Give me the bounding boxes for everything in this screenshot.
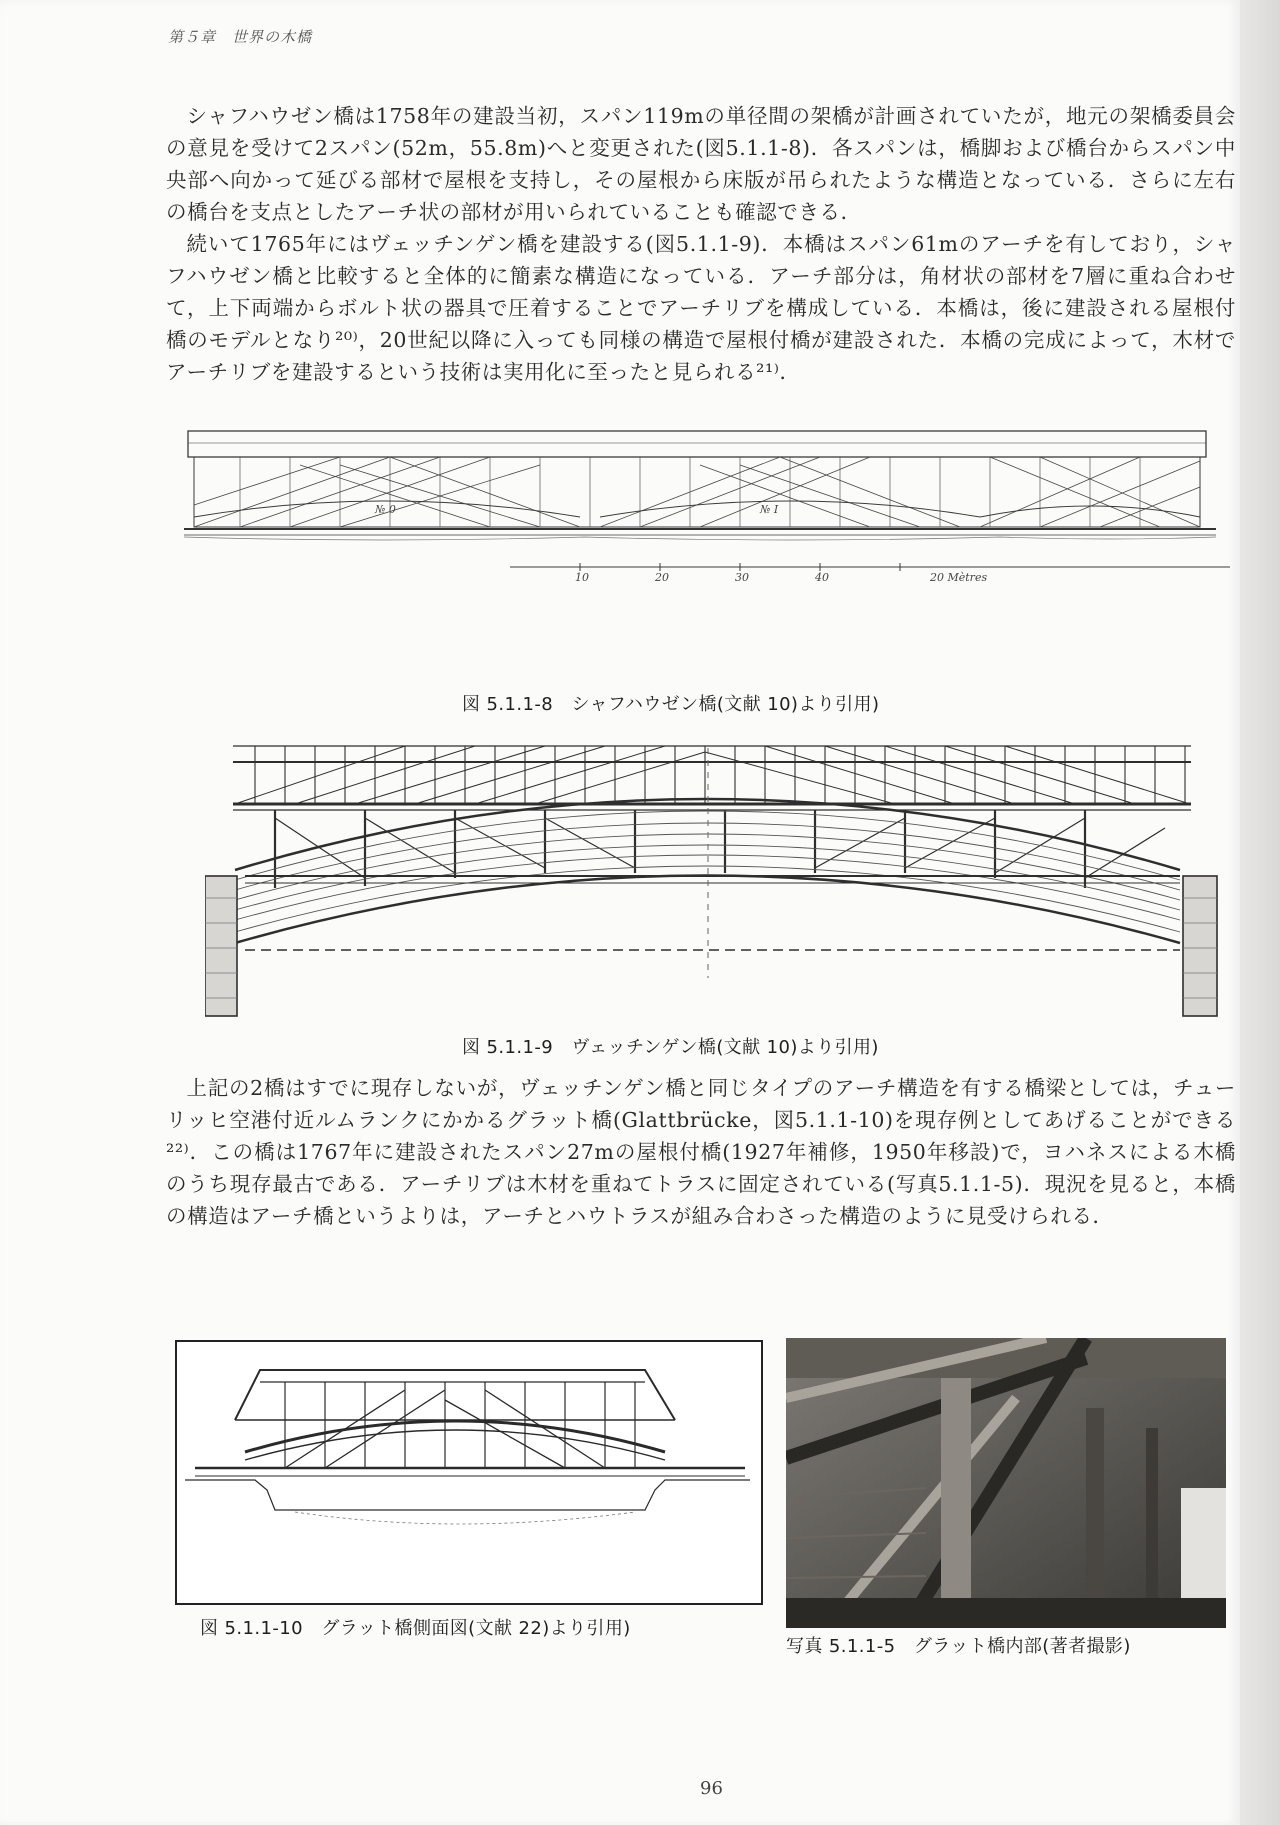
figure-wettingen-bridge xyxy=(205,738,1225,1023)
paragraph-schaffhausen: シャフハウゼン橋は1758年の建設当初，スパン119mの単径間の架橋が計画されていたが，地元の架橋委員会の意見を受けて2スパン(52m，55.8m)へと変更された(図5.1.1-8)．各スパンは，橋脚および橋台からスパン中央部へ向かって延びる部材で屋根を支持し，その屋根から床版が吊られたような構造となっている．さらに左右の橋台を支点としたアーチ状の部材が用いられていることも確認できる． xyxy=(166,104,1236,224)
timber-post xyxy=(941,1378,971,1628)
span-label-1: № I xyxy=(760,503,779,516)
chapter-title: 世界の木橋 xyxy=(232,28,313,46)
scale-label-40: 40 xyxy=(815,571,829,584)
caption-fig-5-1-1-10: 図 5.1.1-10 グラット橋側面図(文献 22)より引用) xyxy=(200,1618,631,1639)
chapter-label: 第５章 xyxy=(168,28,217,46)
span-label-0: № 0 xyxy=(375,503,396,516)
page-number: 96 xyxy=(700,1778,723,1799)
photo-glatt-bridge-interior xyxy=(786,1338,1226,1628)
figure-schaffhausen-bridge xyxy=(180,425,1240,597)
caption-fig-5-1-1-9: 図 5.1.1-9 ヴェッチンゲン橋(文献 10)より引用) xyxy=(462,1037,879,1058)
scale-label-20: 20 xyxy=(655,571,669,584)
paragraph-wettingen: 続いて1765年にはヴェッチンゲン橋を建設する(図5.1.1-9)．本橋はスパン61mのアーチを有しており，シャフハウゼン橋と比較すると全体的に簡素な構造になっている．アーチ部分は，角材状の部材を7層に重ね合わせて，上下両端からボルト状の器具で圧着することでアーチリブを構成している．本橋は，後に建設される屋根付橋のモデルとなり²⁰⁾，20世紀以降に入っても同様の構造で屋根付橋が建設された．本橋の完成によって，木材でアーチリブを建設するという技術は実用化に至ったと見られる²¹⁾． xyxy=(166,232,1236,384)
paragraph-glattbrucke: 上記の2橋はすでに現存しないが，ヴェッチンゲン橋と同じタイプのアーチ構造を有する橋梁としては，チューリッヒ空港付近ルムランクにかかるグラット橋(Glattbrücke，図5.1.1-10)を現存例としてあげることができる²²⁾．この橋は1767年に建設されたスパン27mの屋根付橋(1927年補修，1950年移設)で，ヨハネスによる木橋のうち現存最古である．アーチリブは木材を重ねてトラスに固定されている(写真5.1.1-5)．現況を見ると，本橋の構造はアーチ橋というよりは，アーチとハウトラスが組み合わさった構造のように見受けられる． xyxy=(166,1076,1236,1228)
left-abutment xyxy=(205,876,237,1016)
scale-label-30: 30 xyxy=(735,571,749,584)
scale-label-10: 10 xyxy=(575,571,589,584)
caption-fig-5-1-1-8: 図 5.1.1-8 シャフハウゼン橋(文献 10)より引用) xyxy=(462,694,880,715)
running-head xyxy=(168,26,312,47)
right-abutment xyxy=(1183,876,1217,1016)
page-gutter xyxy=(1240,0,1280,1825)
scale-unit: 20 Mètres xyxy=(930,571,988,584)
roof-line xyxy=(188,431,1206,457)
caption-photo-5-1-1-5: 写真 5.1.1-5 グラット橋内部(著者撮影) xyxy=(786,1636,1131,1657)
truss-band xyxy=(194,457,1200,527)
figure-glatt-bridge-side-view xyxy=(175,1340,763,1605)
